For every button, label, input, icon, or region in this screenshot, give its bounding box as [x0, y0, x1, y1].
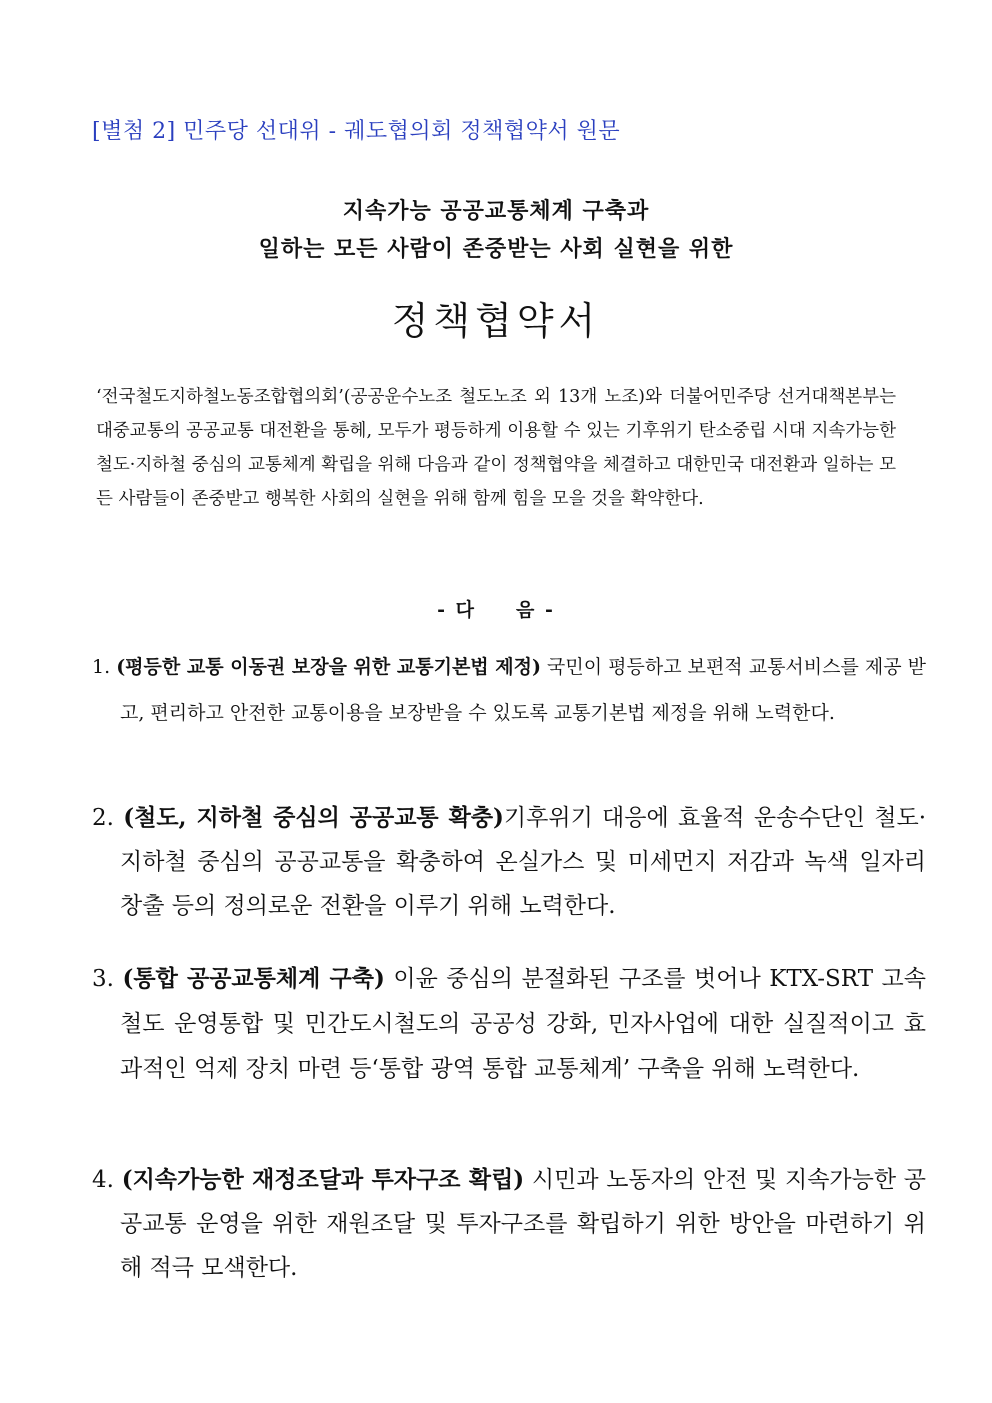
- title-line-2: 일하는 모든 사람이 존중받는 사회 실현을 위한: [258, 236, 734, 262]
- item-number: 2.: [92, 805, 114, 831]
- item-heading: (평등한 교통 이동권 보장을 위한 교통기본법 제정): [116, 656, 541, 678]
- attachment-label: [별첨 2] 민주당 선대위 - 궤도협의회 정책협약서 원문: [92, 119, 621, 144]
- item-number: 4.: [92, 1167, 114, 1193]
- item-heading: (통합 공공교통체계 구축): [122, 965, 385, 992]
- agreement-item-3: [92, 956, 926, 1092]
- item-heading: (철도, 지하철 중심의 공공교통 확충): [123, 804, 504, 831]
- agreement-item-2: [92, 796, 926, 928]
- section-heading-right: 음 -: [516, 599, 555, 621]
- section-heading: [0, 595, 992, 622]
- item-number: 1.: [92, 656, 111, 678]
- item-heading: (지속가능한 재정조달과 투자구조 확립): [121, 1166, 525, 1193]
- item-body: 이윤 중심의 분절화된 구조를 벗어나 KTX-SRT 고속철도 운영통합 및 민간도시철도의 공공성 강화, 민자사업에 대한 실질적이고 효과적인 억제 장치 마련 등‘통합 광역 통합 교통체계’ 구축을 위해 노력한다.: [120, 966, 926, 1082]
- item-body: 국민이 평등하고 보편적 교통서비스를 제공 받고, 편리하고 안전한 교통이용을 보장받을 수 있도록 교통기본법 제정을 위해 노력한다.: [120, 656, 926, 724]
- preamble-paragraph: ‘전국철도지하철노동조합협의회’(공공운수노조 철도노조 외 13개 노조)와 더불어민주당 선거대책본부는 대중교통의 공공교통 대전환을 통헤, 모두가 평등하게 이용할 수 있는 기후위기 탄소중립 시대 지속가능한 철도·지하철 중심의 교통체계 확립을 위해 다음과 같이 정책협약을 체결하고 대한민국 대전환과 일하는 모든 사람들이 존중받고 행복한 사회의 실현을 위해 함께 힘을 모을 것을 확약한다.: [96, 387, 896, 509]
- agreement-item-4: [92, 1158, 926, 1290]
- item-number: 3.: [92, 966, 114, 992]
- item-body: 기후위기 대응에 효율적 운송수단인 철도·지하철 중심의 공공교통을 확충하여 온실가스 및 미세먼지 저감과 녹색 일자리 창출 등의 정의로운 전환을 이루기 위해 노력한다.: [120, 805, 927, 919]
- main-title: 정책협약서: [391, 299, 601, 343]
- section-heading-left: - 다: [437, 599, 476, 621]
- agreement-item-1: [92, 644, 926, 736]
- title-line-1: 지속가능 공공교통체계 구축과: [342, 198, 650, 224]
- item-body: 시민과 노동자의 안전 및 지속가능한 공공교통 운영을 위한 재원조달 및 투자구조를 확립하기 위한 방안을 마련하기 위해 적극 모색한다.: [120, 1167, 927, 1281]
